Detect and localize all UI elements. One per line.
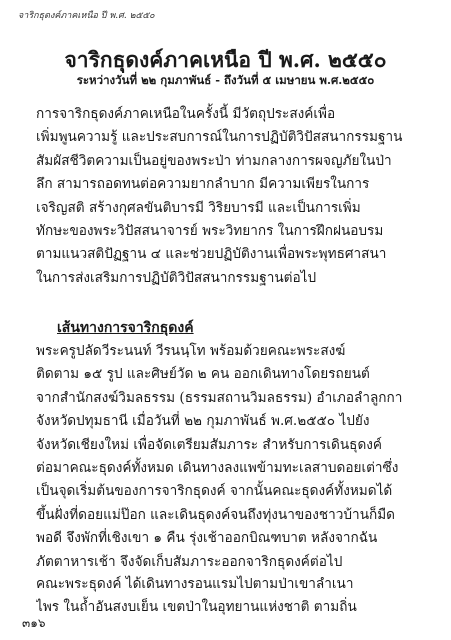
text-line: จากสำนักสงฆ์วิมลธรรม (ธรรมสถานวิมลธรรม) อำเภอลำลูกกา	[36, 389, 403, 406]
running-header: จาริกธุดงค์ภาคเหนือ ปี พ.ศ. ๒๕๕๐	[18, 11, 155, 21]
text-line: พระครูปลัดวีระนนท์ วีรนนฺโท พร้อมด้วยคณะพระสงฆ์	[36, 343, 346, 359]
paragraph-route	[36, 340, 426, 574]
text-line: ภัตตาหารเช้า จึงจัดเก็บสัมภาระออกจาริกธุดงค์ต่อไป	[36, 553, 343, 570]
text-line: เพิ่มพูนความรู้ และประสบการณ์ในการปฏิบัติวิปัสสนากรรมฐาน	[36, 129, 403, 146]
text-line: สัมผัสชีวิตความเป็นอยู่ของพระป่า ท่ามกลางการผจญภัยในป่า	[36, 152, 392, 169]
text-line: ลึก สามารถอดทนต่อความยากลำบาก มีความเพียรในการ	[36, 176, 370, 193]
text-line: จังหวัดเชียงใหม่ เพื่อจัดเตรียมสัมภาระ สำหรับการเดินธุดงค์	[36, 436, 383, 453]
text-line: คณะพระธุดงค์ ได้เดินทางรอนแรมไปตามป่าเขาลำเนา	[36, 576, 354, 592]
text-line: ต่อมาคณะธุดงค์ทั้งหมด เดินทางลงแพข้ามทะเลสาบดอยเต่าซึ่ง	[36, 459, 399, 476]
text-line: เจริญสติ สร้างกุศลขันติบารมี วิริยบารมี และเป็นการเพิ่ม	[36, 199, 361, 216]
text-line: ในการส่งเสริมการปฏิบัติวิปัสสนากรรมฐานต่อไป	[36, 269, 317, 286]
text-line: จังหวัดปทุมธานี เมื่อวันที่ ๒๒ กุมภาพันธ์ พ.ศ.๒๕๕๐ ไปยัง	[36, 413, 370, 430]
paragraph-journey	[36, 573, 426, 620]
text-line: การจาริกธุดงค์ภาคเหนือในครั้งนี้ มีวัตถุประสงค์เพื่อ	[36, 106, 336, 122]
text-line: พอดี จึงพักที่เชิงเขา ๑ คืน รุ่งเช้าออกบิณฑบาต หลังจากฉัน	[36, 530, 378, 547]
text-line: ขึ้นฝั่งที่ดอยแม่ป๊อก และเดินธุดงค์จนถึงทุ่งนาของชาวบ้านก็มืด	[36, 506, 395, 523]
paragraph-purpose	[36, 103, 426, 290]
text-line: ติดตาม ๑๕ รูป และศิษย์วัด ๒ คน ออกเดินทางโดยรถยนต์	[36, 366, 370, 383]
page-number: ๓๑๖	[22, 616, 46, 630]
text-line: ทักษะของพระวิปัสสนาจารย์ พระวิทยากร ในการฝึกฝนอบรม	[36, 222, 384, 239]
text-line: ไพร ในถ้ำอันสงบเย็น เขตป่าในอุทยานแห่งชาติ ตามถิ่น	[36, 599, 357, 616]
text-line: เป็นจุดเริ่มต้นของการจาริกธุดงค์ จากนั้นคณะธุดงค์ทั้งหมดได้	[36, 483, 393, 500]
section-heading: เส้นทางการจาริกธุดงค์	[57, 320, 194, 336]
document-title: จาริกธุดงค์ภาคเหนือ ปี พ.ศ. ๒๕๕๐	[64, 47, 387, 72]
document-subtitle: ระหว่างวันที่ ๒๒ กุมภาพันธ์ - ถึงวันที่ ๕ เมษายน พ.ศ.๒๕๕๐	[76, 73, 375, 87]
text-line: ตามแนวสติปัฏฐาน ๔ และช่วยปฏิบัติงานเพื่อพระพุทธศาสนา	[36, 246, 387, 263]
